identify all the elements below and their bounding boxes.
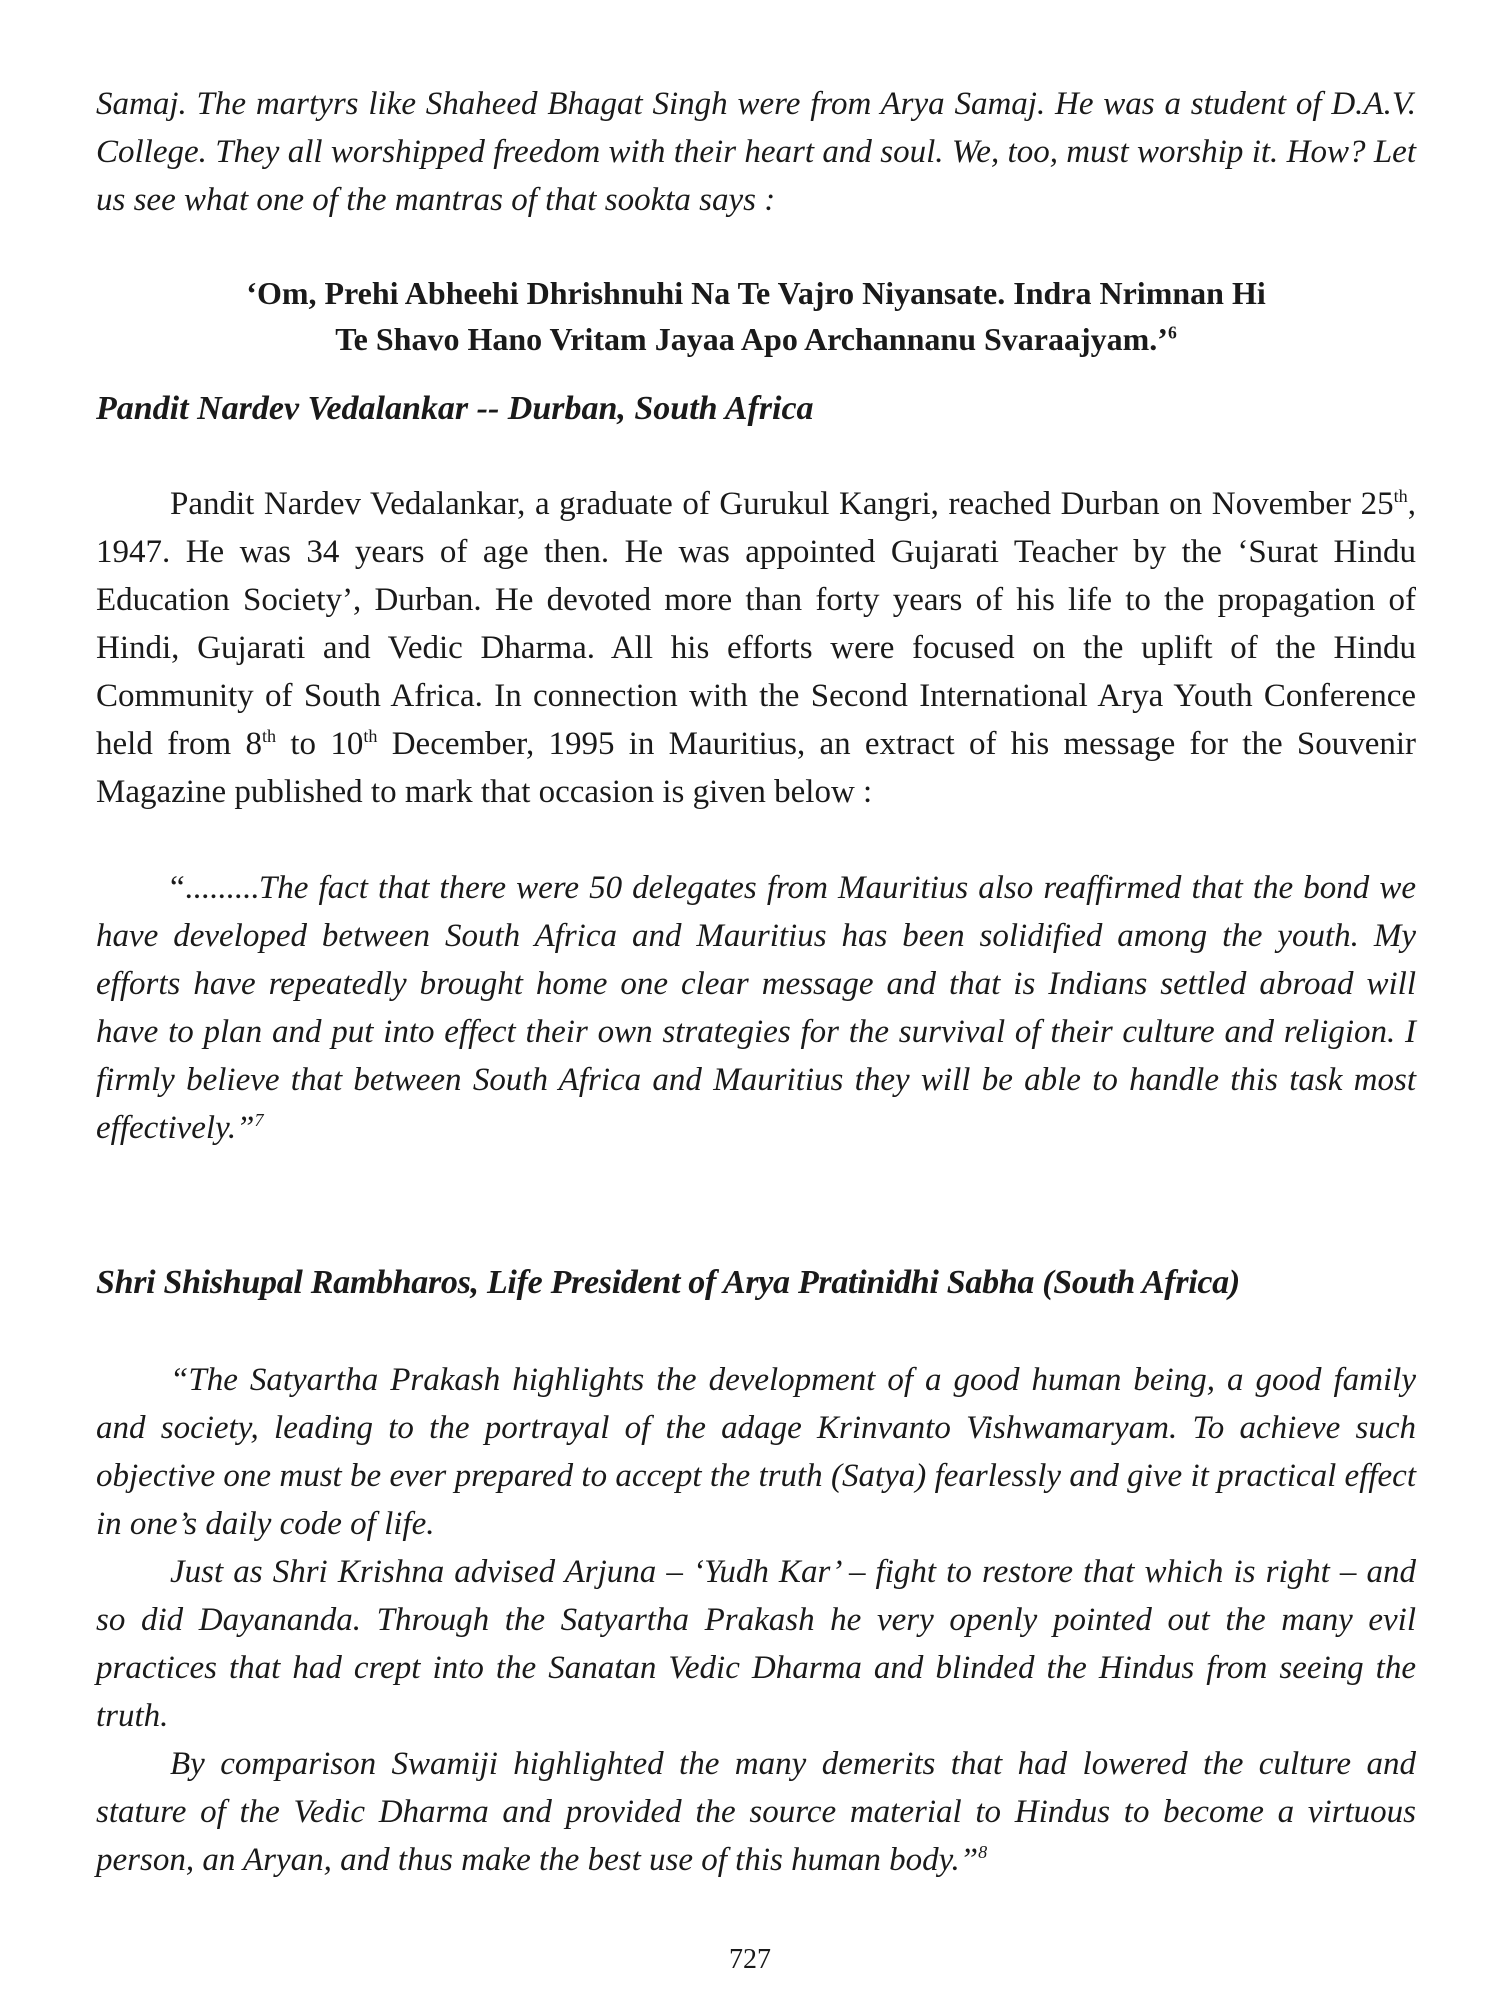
ordinal-sup-2: th [262, 726, 277, 746]
nardev-text-b: , 1947. He was 34 years of age then. He was appointed Gujarati Teacher by the ‘Surat Hindu Education Society’, Durban. He devoted more than forty years of his life to the propagation of Hindi, Gujarati and Vedic Dharma. All his efforts were focused on the uplift of the Hindu Community of South Africa. In connection with the Second International Arya Youth Conference held from 8 [96, 486, 1416, 762]
intro-paragraph [96, 80, 1416, 224]
nardev-text-d: December, 1995 in Mauritius, an extract of his message for the Souvenir Magazine published to mark that occasion is given below : [96, 726, 1417, 810]
ordinal-sup-3: th [363, 726, 378, 746]
rambharos-paragraph-3 [96, 1740, 1416, 1884]
rambharos-paragraph-2: Just as Shri Krishna advised Arjuna – ‘Yudh Kar’ – fight to restore that which is right – and so did Dayananda. Through the Satyartha Prakash he very openly pointed out the many evil practices that had crept into the Sanatan Vedic Dharma and blinded the Hindus from seeing the truth. [96, 1554, 1416, 1734]
quote-close-mark: ” [236, 1110, 255, 1146]
section-heading-nardev: Pandit Nardev Vedalankar -- Durban, South Africa [96, 390, 814, 427]
page-number: 727 [729, 1944, 771, 1975]
ordinal-sup-1: th [1393, 486, 1408, 506]
footnote-marker-8: 8 [978, 1842, 988, 1862]
mantra-block [96, 270, 1416, 362]
footnote-marker-7: 7 [254, 1110, 264, 1130]
nardev-quote [96, 864, 1416, 1152]
intro-text: Samaj. The martyrs like Shaheed Bhagat Singh were from Arya Samaj. He was a student of D.A.V. College. They all worshipped freedom with their heart and soul. We, too, must worship it. How? Let us see what one of the mantras of that sookta says : [96, 86, 1416, 218]
nardev-text-a: Pandit Nardev Vedalankar, a graduate of Gurukul Kangri, reached Durban on November 25 [170, 486, 1394, 522]
nardev-quote-text: The fact that there were 50 delegates from Mauritius also reaffirmed that the bond we have developed between South Africa and Mauritius has been solidified among the youth. My efforts have repeatedly brought home one clear message and that is Indians settled abroad will have to plan and put into effect their own strategies for the survival of their culture and religion. I firmly believe that between South Africa and Mauritius they will be able to handle this task most effectively. [96, 870, 1416, 1146]
mantra-line-2 [96, 316, 1416, 362]
mantra-line-2-text: Te Shavo Hano Vritam Jayaa Apo Archannanu Svaraajyam.’ [335, 321, 1168, 357]
quote-open-mark: “......... [170, 870, 259, 906]
mantra-line-1: ‘Om, Prehi Abheehi Dhrishnuhi Na Te Vajro Niyansate. Indra Nrimnan Hi [246, 275, 1266, 311]
nardev-text-c: to 10 [276, 726, 364, 762]
rambharos-paragraph-1: “The Satyartha Prakash highlights the development of a good human being, a good family and society, leading to the portrayal of the adage Krinvanto Vishwamaryam. To achieve such objective one must be ever prepared to accept the truth (Satya) fearlessly and give it practical effect in one’s daily code of life. [96, 1362, 1416, 1542]
quote-close-mark-2: ” [959, 1842, 979, 1878]
footnote-marker-6: 6 [1167, 322, 1177, 343]
section-heading-rambharos: Shri Shishupal Rambharos, Life President of Arya Pratinidhi Sabha (South Africa) [96, 1264, 1240, 1301]
nardev-paragraph [96, 480, 1416, 816]
rambharos-p3-text: By comparison Swamiji highlighted the many demerits that had lowered the culture and stature of the Vedic Dharma and provided the source material to Hindus to become a virtuous person, an Aryan, and thus make the best use of this human body. [96, 1746, 1416, 1878]
